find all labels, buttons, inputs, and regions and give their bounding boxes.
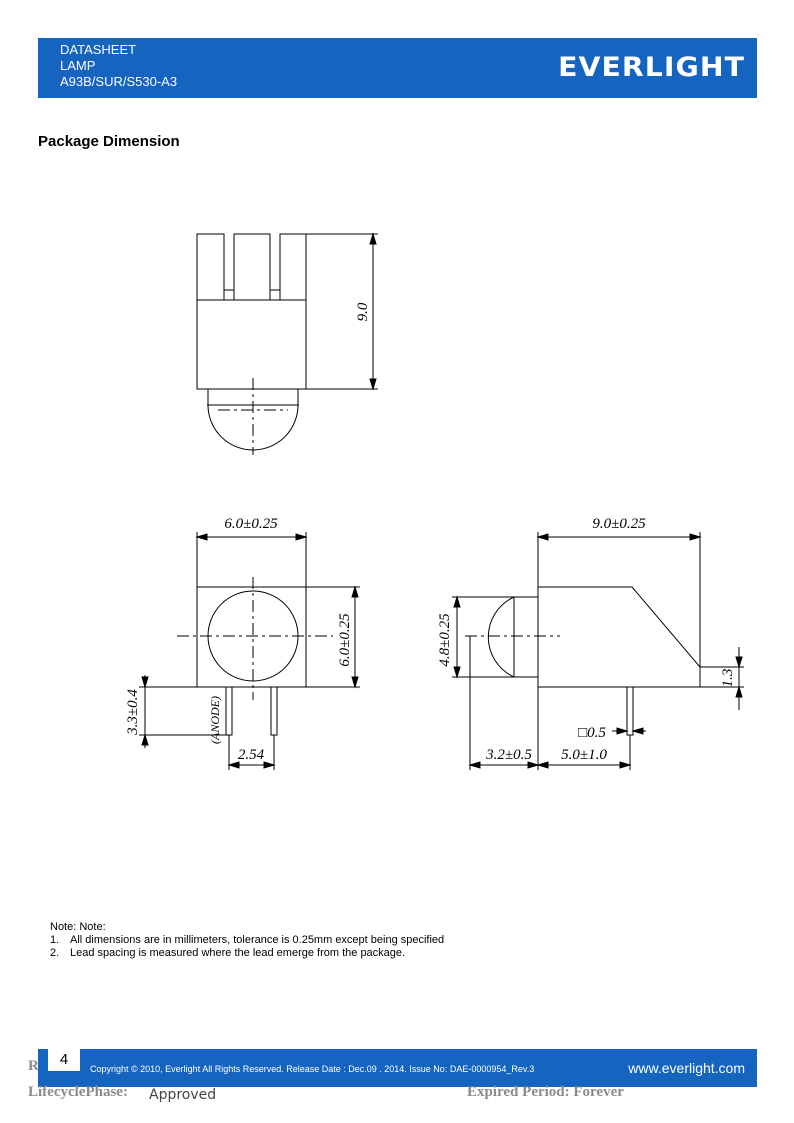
dim-dome-offset-label: 3.2±0.5 [486,747,532,763]
overlay-expired: Expired Period: Forever [467,1084,624,1100]
overlay-approved: Approved [149,1087,217,1103]
top-view [197,234,378,455]
dim-height-label: 9.0 [355,302,371,322]
dim-dome-height-label: 4.8±0.25 [437,613,453,667]
dim-front-height-label: 6.0±0.25 [337,613,353,667]
note-item: 1. All dimensions are in millimeters, tolerance is 0.25mm except being specified [50,934,445,946]
dim-lead-square-label: □0.5 [578,725,606,741]
overlay-lifecycle: LifecyclePhase: [28,1084,128,1100]
note-item: 2. Lead spacing is measured where the lead emerge from the package. [50,947,406,959]
dim-lead-spacing-label: 2.54 [237,747,265,763]
footer-bar [38,1049,757,1087]
header-part-number: A93B/SUR/S530-A3 [60,74,178,89]
dim-front-width-label: 6.0±0.25 [224,516,278,532]
footer-url[interactable]: www.everlight.com [628,1060,745,1076]
notes [50,921,444,960]
footer-copyright: Copyright © 2010, Everlight All Rights Reserved. Release Date : Dec.09 . 2014. Issue No: DAE-0000954_Rev.3 [90,1064,535,1074]
dim-chamfer-label: 1.3 [720,668,736,688]
everlight-logo: EVERLIGHT [558,52,745,83]
page-number: 4 [48,1049,80,1071]
header-doc-type: DATASHEET [60,42,137,57]
dim-lead-position-label: 5.0±1.0 [561,747,607,763]
section-title: Package Dimension [38,133,180,150]
front-view [139,532,360,770]
notes-title: Note: Note: [50,921,106,933]
dim-side-length-label: 9.0±0.25 [592,516,646,532]
anode-label: (ANODE) [208,696,222,744]
header-product-type: LAMP [60,58,96,73]
overlay-r-fragment: R [28,1058,39,1074]
dim-lead-length-label: 3.3±0.4 [125,689,141,735]
